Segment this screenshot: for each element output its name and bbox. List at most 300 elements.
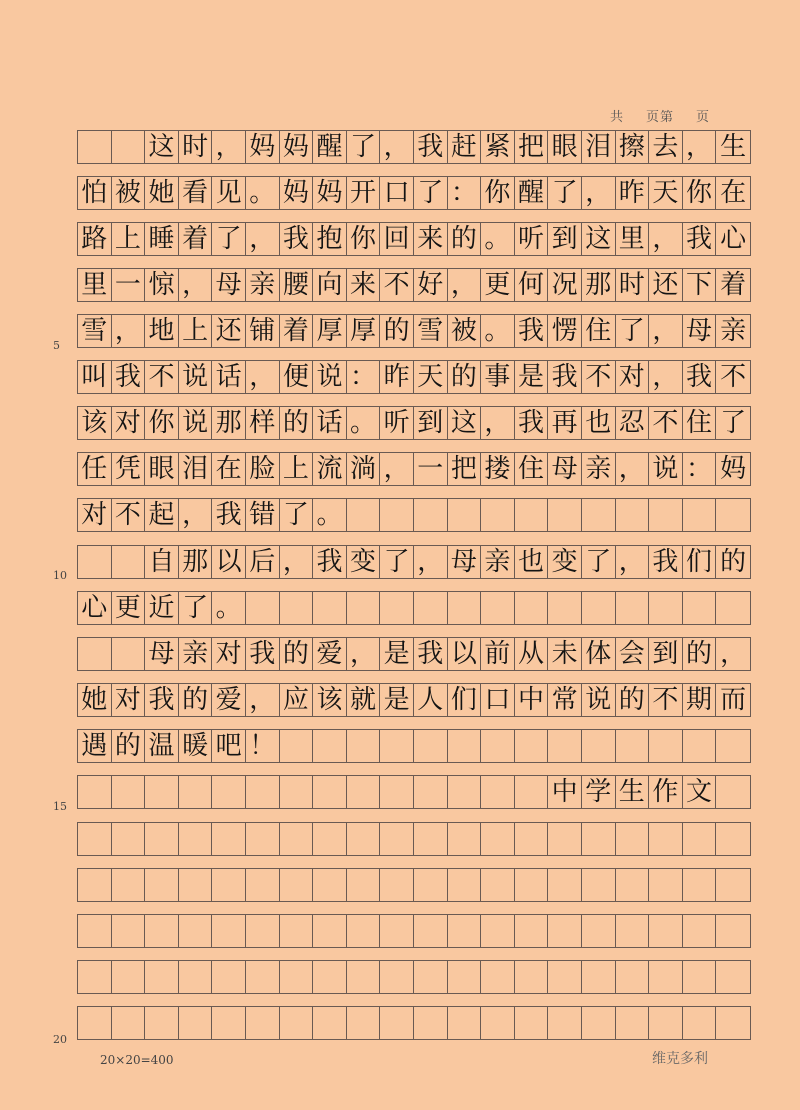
grid-cell: 昨 [380, 361, 414, 393]
grid-cell: 遇 [78, 730, 112, 762]
grid-cell [347, 499, 381, 531]
grid-cell: 该 [313, 684, 347, 716]
grid-cell [280, 776, 314, 808]
grid-cell [212, 823, 246, 855]
grid-cell [548, 869, 582, 901]
grid-cell: 话 [313, 407, 347, 439]
grid-cell [313, 776, 347, 808]
grid-cell: 来 [414, 223, 448, 255]
grid-cell: 了 [548, 177, 582, 209]
grid-cell: 时 [616, 269, 650, 301]
grid-cell [380, 592, 414, 624]
grid-cell [313, 730, 347, 762]
grid-cell: 说 [179, 407, 213, 439]
grid-cell [280, 915, 314, 947]
grid-cell [280, 823, 314, 855]
grid-cell: 对 [112, 684, 146, 716]
grid-cell [212, 961, 246, 993]
line-number-15: 15 [53, 800, 67, 813]
grid-cell: 的 [448, 223, 482, 255]
grid-row [77, 683, 751, 717]
grid-cell: 。 [347, 407, 381, 439]
grid-cell: 好 [414, 269, 448, 301]
grid-cell: 不 [145, 361, 179, 393]
grid-cell: 我 [145, 684, 179, 716]
grid-cell: 该 [78, 407, 112, 439]
grid-cell: 叫 [78, 361, 112, 393]
grid-cell: 地 [145, 315, 179, 347]
grid-cell: 生 [720, 132, 747, 162]
grid-cell: 泪 [179, 453, 213, 485]
grid-cell: ， [414, 546, 448, 578]
grid-cell [616, 1007, 650, 1039]
grid-cell [481, 499, 515, 531]
grid-cell: 也 [582, 407, 616, 439]
brand-label: 维克多利 [652, 1051, 708, 1067]
grid-cell: 我 [280, 223, 314, 255]
grid-cell: ， [649, 361, 683, 393]
grid-cell: 了 [212, 223, 246, 255]
grid-cell [179, 961, 213, 993]
grid-cell [649, 915, 683, 947]
grid-cell [78, 131, 112, 163]
grid-cell: 醒 [313, 131, 347, 163]
grid-cell: 我 [649, 546, 683, 578]
grid-cell: 你 [347, 223, 381, 255]
grid-cell [145, 961, 179, 993]
grid-row [77, 222, 751, 256]
grid-cell: 听 [380, 407, 414, 439]
grid-cell [515, 1007, 549, 1039]
grid-cell: 说 [313, 361, 347, 393]
grid-cell [582, 915, 616, 947]
grid-cell: 着 [720, 270, 747, 300]
grid-cell [683, 730, 717, 762]
grid-row [77, 822, 751, 856]
grid-cell: 说 [179, 361, 213, 393]
grid-cell [716, 869, 750, 901]
grid-cell: ， [649, 223, 683, 255]
grid-row [77, 591, 751, 625]
grid-cell: 看 [179, 177, 213, 209]
grid-cell: 应 [280, 684, 314, 716]
grid-cell: 母 [212, 269, 246, 301]
grid-cell: 时 [179, 131, 213, 163]
grid-cell: 的 [112, 730, 146, 762]
grid-cell: 学 [582, 776, 616, 808]
grid-cell: 就 [347, 684, 381, 716]
line-number-20: 20 [53, 1033, 67, 1046]
grid-cell [347, 915, 381, 947]
grid-cell [313, 1007, 347, 1039]
grid-cell [145, 823, 179, 855]
grid-cell: 。 [481, 315, 515, 347]
grid-row [77, 130, 751, 164]
grid-cell: 我 [246, 638, 280, 670]
grid-cell: 温 [145, 730, 179, 762]
grid-cell: 人 [414, 684, 448, 716]
grid-cell [112, 1007, 146, 1039]
grid-cell [683, 592, 717, 624]
header-ye-di: 页第 [646, 110, 675, 125]
grid-cell [481, 592, 515, 624]
grid-cell: 上 [179, 315, 213, 347]
grid-cell: ， [112, 315, 146, 347]
grid-cell: ， [616, 546, 650, 578]
grid-cell: 母 [683, 315, 717, 347]
grid-cell: 惊 [145, 269, 179, 301]
grid-row [77, 914, 751, 948]
grid-cell [112, 823, 146, 855]
grid-cell: 说 [582, 684, 616, 716]
grid-cell [448, 730, 482, 762]
grid-cell [616, 869, 650, 901]
grid-cell [616, 915, 650, 947]
grid-cell [683, 1007, 717, 1039]
grid-cell: 厚 [313, 315, 347, 347]
grid-cell [78, 869, 112, 901]
grid-cell [649, 499, 683, 531]
grid-cell: 妈 [280, 177, 314, 209]
grid-cell: 住 [582, 315, 616, 347]
grid-cell: 暖 [179, 730, 213, 762]
grid-cell: 爱 [313, 638, 347, 670]
grid-cell: 错 [246, 499, 280, 531]
grid-cell: ！ [246, 730, 280, 762]
grid-cell [280, 869, 314, 901]
grid-spec: 20×20=400 [100, 1053, 174, 1067]
grid-cell: 雪 [414, 315, 448, 347]
grid-cell: 亲 [481, 546, 515, 578]
grid-cell: 生 [616, 776, 650, 808]
grid-cell: 对 [112, 407, 146, 439]
grid-cell: 的 [448, 361, 482, 393]
grid-cell: 醒 [515, 177, 549, 209]
grid-cell [347, 961, 381, 993]
grid-cell: ： [683, 453, 717, 485]
grid-cell [179, 823, 213, 855]
grid-cell: 也 [515, 546, 549, 578]
grid-cell: 一 [414, 453, 448, 485]
grid-cell: 心 [720, 224, 747, 254]
grid-cell: 是 [380, 638, 414, 670]
grid-cell: 住 [515, 453, 549, 485]
grid-cell: 我 [683, 223, 717, 255]
grid-cell: 中 [548, 776, 582, 808]
grid-cell: 那 [179, 546, 213, 578]
grid-cell [548, 961, 582, 993]
grid-row [77, 176, 751, 210]
grid-cell [414, 1007, 448, 1039]
grid-cell [582, 730, 616, 762]
grid-cell: 我 [313, 546, 347, 578]
grid-cell [280, 592, 314, 624]
grid-cell [448, 823, 482, 855]
grid-cell: 妈 [720, 454, 747, 484]
grid-cell [112, 869, 146, 901]
grid-cell [112, 776, 146, 808]
grid-cell: 变 [548, 546, 582, 578]
grid-cell: 还 [649, 269, 683, 301]
grid-cell: 了 [414, 177, 448, 209]
grid-cell [448, 592, 482, 624]
grid-cell: 是 [380, 684, 414, 716]
grid-cell: 回 [380, 223, 414, 255]
grid-cell: 期 [683, 684, 717, 716]
grid-cell [414, 730, 448, 762]
grid-cell: 在 [720, 178, 747, 208]
grid-cell [548, 1007, 582, 1039]
grid-cell: 腰 [280, 269, 314, 301]
grid-row [77, 868, 751, 902]
grid-cell: 妈 [280, 131, 314, 163]
grid-cell: 对 [78, 499, 112, 531]
grid-cell: 这 [145, 131, 179, 163]
grid-cell: 体 [582, 638, 616, 670]
grid-cell: 不 [582, 361, 616, 393]
grid-cell: 铺 [246, 315, 280, 347]
grid-cell [616, 961, 650, 993]
grid-cell: ， [720, 639, 747, 669]
grid-cell [582, 823, 616, 855]
grid-cell [246, 915, 280, 947]
grid-cell [548, 499, 582, 531]
grid-cell [716, 776, 750, 808]
grid-cell [179, 776, 213, 808]
grid-cell: 下 [683, 269, 717, 301]
header-ye: 页 [696, 110, 711, 125]
grid-cell [246, 961, 280, 993]
grid-cell [683, 499, 717, 531]
grid-cell: 赶 [448, 131, 482, 163]
grid-cell [616, 499, 650, 531]
grid-cell [515, 869, 549, 901]
grid-cell: 不 [112, 499, 146, 531]
grid-cell: 后 [246, 546, 280, 578]
grid-cell [448, 961, 482, 993]
grid-cell [582, 499, 616, 531]
grid-cell: 我 [683, 361, 717, 393]
grid-row [77, 360, 751, 394]
grid-cell: 们 [448, 684, 482, 716]
grid-cell: ： [347, 361, 381, 393]
grid-cell [716, 961, 750, 993]
grid-cell: 而 [720, 685, 747, 715]
grid-cell: 我 [112, 361, 146, 393]
grid-cell [548, 592, 582, 624]
grid-cell: 爱 [212, 684, 246, 716]
grid-cell: 未 [548, 638, 582, 670]
grid-cell: 这 [582, 223, 616, 255]
grid-cell [78, 776, 112, 808]
grid-cell: 任 [78, 453, 112, 485]
grid-cell: 淌 [347, 453, 381, 485]
grid-cell [145, 776, 179, 808]
grid-cell [716, 823, 750, 855]
grid-cell: 雪 [78, 315, 112, 347]
grid-cell: 睡 [145, 223, 179, 255]
grid-cell: 开 [347, 177, 381, 209]
grid-cell [683, 915, 717, 947]
grid-cell: 脸 [246, 453, 280, 485]
grid-cell: 中 [515, 684, 549, 716]
grid-cell: 何 [515, 269, 549, 301]
grid-cell [78, 638, 112, 670]
grid-cell [481, 869, 515, 901]
grid-cell [380, 1007, 414, 1039]
grid-cell [347, 776, 381, 808]
grid-cell: 以 [212, 546, 246, 578]
grid-cell [313, 869, 347, 901]
grid-cell: 以 [448, 638, 482, 670]
grid-cell: ， [179, 499, 213, 531]
grid-cell [347, 730, 381, 762]
grid-cell: 不 [720, 362, 747, 392]
grid-cell [582, 592, 616, 624]
grid-cell: 况 [548, 269, 582, 301]
grid-cell [78, 961, 112, 993]
grid-cell: 凭 [112, 453, 146, 485]
grid-row [77, 406, 751, 440]
grid-cell: 向 [313, 269, 347, 301]
grid-cell: 到 [414, 407, 448, 439]
grid-cell: 亲 [720, 316, 747, 346]
grid-cell [414, 499, 448, 531]
grid-cell: 母 [548, 453, 582, 485]
grid-cell: ， [246, 684, 280, 716]
grid-cell [246, 869, 280, 901]
grid-cell: 事 [481, 361, 515, 393]
grid-cell: 着 [179, 223, 213, 255]
grid-cell: 话 [212, 361, 246, 393]
grid-cell: 母 [145, 638, 179, 670]
grid-cell [347, 823, 381, 855]
grid-cell: 被 [448, 315, 482, 347]
grid-cell: 你 [481, 177, 515, 209]
grid-cell [548, 823, 582, 855]
grid-cell: 我 [212, 499, 246, 531]
grid-cell: 更 [112, 592, 146, 624]
grid-cell: 到 [548, 223, 582, 255]
grid-cell [112, 961, 146, 993]
grid-cell: ： [448, 177, 482, 209]
page-header [610, 106, 710, 125]
grid-cell: 们 [683, 546, 717, 578]
grid-cell: 我 [414, 131, 448, 163]
grid-cell: ， [616, 453, 650, 485]
grid-cell [616, 592, 650, 624]
grid-cell: 听 [515, 223, 549, 255]
grid-cell: 不 [649, 684, 683, 716]
grid-row [77, 1006, 751, 1040]
grid-cell: 见 [212, 177, 246, 209]
grid-cell: 眼 [145, 453, 179, 485]
grid-cell: 从 [515, 638, 549, 670]
grid-cell: 路 [78, 223, 112, 255]
grid-cell: 。 [481, 223, 515, 255]
grid-cell [649, 961, 683, 993]
grid-cell: 天 [649, 177, 683, 209]
grid-cell [649, 592, 683, 624]
grid-cell: 妈 [246, 131, 280, 163]
grid-cell [683, 823, 717, 855]
grid-cell: 说 [649, 453, 683, 485]
grid-cell: 了 [582, 546, 616, 578]
grid-cell: 的 [280, 407, 314, 439]
grid-cell: 。 [313, 499, 347, 531]
grid-cell [347, 592, 381, 624]
grid-cell: 口 [380, 177, 414, 209]
grid-cell: ， [448, 269, 482, 301]
grid-cell: ， [683, 131, 717, 163]
grid-cell: 我 [548, 361, 582, 393]
line-number-5: 5 [53, 339, 60, 352]
grid-cell: 的 [616, 684, 650, 716]
grid-cell: 住 [683, 407, 717, 439]
grid-cell [112, 546, 146, 578]
grid-cell: ， [380, 131, 414, 163]
grid-cell: 文 [683, 776, 717, 808]
grid-cell: 亲 [246, 269, 280, 301]
grid-cell: 我 [515, 407, 549, 439]
grid-cell [481, 1007, 515, 1039]
grid-cell [380, 823, 414, 855]
grid-cell: 了 [280, 499, 314, 531]
grid-cell [179, 915, 213, 947]
grid-cell: ， [380, 453, 414, 485]
header-gong: 共 [610, 110, 625, 125]
grid-row [77, 545, 751, 579]
grid-cell [414, 915, 448, 947]
grid-cell [414, 823, 448, 855]
grid-cell: 还 [212, 315, 246, 347]
grid-cell: 里 [616, 223, 650, 255]
grid-cell [380, 730, 414, 762]
grid-cell [78, 1007, 112, 1039]
grid-cell [481, 730, 515, 762]
grid-cell [448, 776, 482, 808]
grid-cell: 这 [448, 407, 482, 439]
grid-cell [414, 961, 448, 993]
grid-cell: 你 [683, 177, 717, 209]
grid-cell: 的 [280, 638, 314, 670]
grid-cell [280, 730, 314, 762]
grid-cell: 再 [548, 407, 582, 439]
grid-cell: 了 [347, 131, 381, 163]
grid-cell: ， [179, 269, 213, 301]
grid-cell: 。 [246, 177, 280, 209]
grid-cell [649, 823, 683, 855]
grid-cell: 来 [347, 269, 381, 301]
grid-cell: ， [246, 361, 280, 393]
grid-cell: 那 [212, 407, 246, 439]
grid-cell: 搂 [481, 453, 515, 485]
grid-cell [179, 869, 213, 901]
grid-cell: ， [347, 638, 381, 670]
grid-cell: ， [481, 407, 515, 439]
grid-cell: ， [280, 546, 314, 578]
grid-row [77, 268, 751, 302]
grid-cell [649, 730, 683, 762]
grid-cell: 吧 [212, 730, 246, 762]
grid-cell: 紧 [481, 131, 515, 163]
grid-row [77, 960, 751, 994]
grid-cell [212, 869, 246, 901]
grid-cell [212, 915, 246, 947]
grid-cell [616, 823, 650, 855]
grid-cell: 妈 [313, 177, 347, 209]
grid-cell [481, 823, 515, 855]
